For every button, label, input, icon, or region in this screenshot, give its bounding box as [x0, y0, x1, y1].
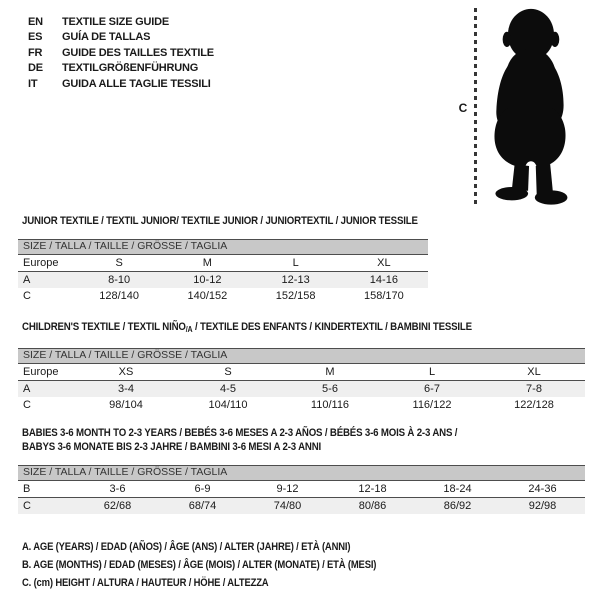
language-title: GUIDE DES TAILLES TEXTILE [62, 46, 214, 59]
language-row [28, 76, 214, 92]
table-cell: 128/140 [99, 290, 139, 302]
table-row [18, 272, 428, 288]
table-header-bar: SIZE / TALLA / TAILLE / GRÖSSE / TAGLIA [18, 465, 585, 481]
table-cell: 80/86 [358, 500, 387, 512]
table-cell: 9-12 [276, 483, 299, 495]
section-title-part: CHILDREN'S TEXTILE / TEXTIL NIÑO [22, 321, 186, 333]
row-label: A [23, 383, 31, 395]
table-cell: XL [527, 366, 541, 378]
table-cell: S [115, 257, 123, 269]
table-cell: M [325, 366, 335, 378]
table-cell: 122/128 [514, 399, 554, 411]
legend [22, 538, 434, 592]
legend-line: C. (cm) HEIGHT / ALTURA / HAUTEUR / HÖHE / ALTEZZA [22, 577, 269, 589]
section-title [22, 320, 517, 337]
language-code: DE [28, 62, 43, 75]
baby-silhouette-image [482, 7, 578, 207]
row-label: Europe [23, 366, 59, 378]
row-label: Europe [23, 257, 59, 269]
table-cell: 152/158 [275, 290, 316, 302]
table-cell: XL [377, 257, 391, 269]
table-cell: 4-5 [220, 383, 236, 395]
language-code: ES [28, 31, 43, 44]
row-label: A [23, 274, 31, 286]
size-section [18, 214, 472, 304]
table-header-bar: SIZE / TALLA / TAILLE / GRÖSSE / TAGLIA [18, 348, 585, 364]
table-row [18, 364, 585, 381]
section-title: JUNIOR TEXTILE / TEXTIL JUNIOR/ TEXTILE JUNIOR / JUNIORTEXTIL / JUNIOR TESSILE [22, 215, 418, 227]
section-title-line: BABIES 3-6 MONTH TO 2-3 YEARS / BEBÉS 3-6 MESES A 2-3 AÑOS / BÉBÉS 3-6 MOIS À 2-3 ANS / [22, 427, 458, 439]
language-title: TEXTILGRÖßENFÜHRUNG [62, 62, 199, 75]
table-cell: L [428, 366, 436, 378]
table-cell: 98/104 [109, 399, 143, 411]
table-cell: 24-36 [528, 483, 557, 495]
language-row [28, 61, 214, 77]
size-table [18, 348, 585, 413]
height-measure-dashed-line [474, 8, 477, 206]
table-row [18, 498, 585, 514]
row-label: C [23, 500, 31, 512]
table-cell: M [202, 257, 212, 269]
row-label: B [23, 483, 31, 495]
table-row [18, 397, 585, 413]
table-cell: 3-6 [109, 483, 126, 495]
row-label: C [23, 399, 31, 411]
language-row [28, 14, 214, 30]
table-cell: 62/68 [103, 500, 132, 512]
language-title: TEXTILE SIZE GUIDE [62, 15, 170, 28]
table-cell: S [224, 366, 232, 378]
section-title-line: BABYS 3-6 MONATE BIS 2-3 JAHRE / BAMBINI 3-6 MESI A 2-3 ANNI [22, 441, 322, 453]
table-cell: XS [118, 366, 134, 378]
section-title-part: /A [185, 325, 193, 334]
language-title: GUÍA DE TALLAS [62, 31, 151, 44]
size-table [18, 465, 585, 514]
language-code: EN [28, 15, 43, 28]
table-cell: 6-9 [194, 483, 211, 495]
table-cell: 116/122 [412, 399, 452, 411]
size-section [18, 320, 585, 413]
legend-line: B. AGE (MONTHS) / EDAD (MESES) / ÂGE (MOIS) / ALTER (MONATE) / ETÀ (MESI) [22, 559, 377, 571]
table-cell: 18-24 [443, 483, 472, 495]
table-cell: 140/152 [187, 290, 228, 302]
table-cell: 14-16 [369, 274, 398, 286]
table-cell: 12-18 [358, 483, 387, 495]
table-cell: 7-8 [526, 383, 542, 395]
table-row [18, 255, 428, 272]
table-cell: 68/74 [188, 500, 217, 512]
language-code: FR [28, 46, 43, 59]
size-table [18, 239, 428, 304]
section-title [22, 426, 517, 454]
table-cell: 110/116 [310, 399, 350, 411]
table-row [18, 481, 585, 498]
table-cell: L [292, 257, 299, 269]
table-cell: 8-10 [108, 274, 131, 286]
table-cell: 12-13 [281, 274, 310, 286]
language-code: IT [28, 77, 38, 90]
table-row [18, 381, 585, 397]
table-cell: 3-4 [118, 383, 134, 395]
table-header-bar: SIZE / TALLA / TAILLE / GRÖSSE / TAGLIA [18, 239, 428, 255]
table-cell: 5-6 [322, 383, 338, 395]
section-title-part: / TEXTILE DES ENFANTS / KINDERTEXTIL / BAMBINI TESSILE [192, 321, 472, 333]
table-cell: 104/110 [208, 399, 248, 411]
language-title: GUIDA ALLE TAGLIE TESSILI [62, 77, 211, 90]
language-list [28, 14, 214, 92]
table-cell: 6-7 [424, 383, 440, 395]
table-row [18, 288, 428, 304]
table-cell: 92/98 [528, 500, 557, 512]
row-label: C [23, 290, 31, 302]
legend-line: A. AGE (YEARS) / EDAD (AÑOS) / ÂGE (ANS) / ALTER (JAHRE) / ETÀ (ANNI) [22, 541, 351, 553]
table-cell: 158/170 [363, 290, 404, 302]
table-cell: 10-12 [193, 274, 222, 286]
table-cell: 86/92 [443, 500, 472, 512]
language-row [28, 45, 214, 61]
language-row [28, 30, 214, 46]
table-cell: 74/80 [273, 500, 302, 512]
measure-label-c: C [458, 101, 468, 115]
size-section [18, 426, 585, 514]
